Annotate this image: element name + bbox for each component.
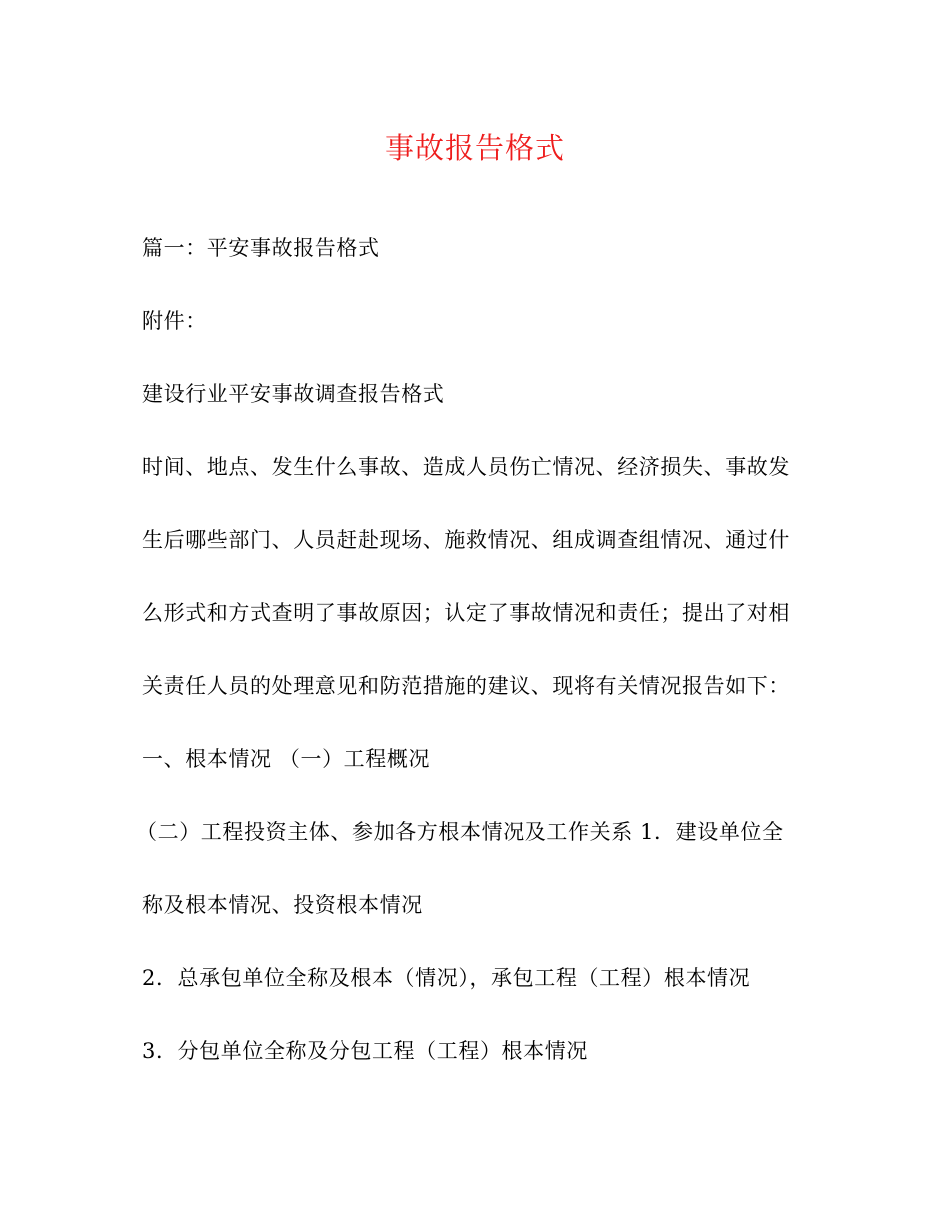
paragraph-line-5: 生后哪些部门、人员赶赴现场、施救情况、组成调查组情况、通过什	[142, 528, 790, 552]
paragraph-line-11: 2．总承包单位全称及根本（情况），承包工程（工程）根本情况	[142, 966, 751, 990]
paragraph-line-7: 关责任人员的处理意见和防范措施的建议、现将有关情况报告如下：	[142, 674, 790, 698]
paragraph-line-2: 附件：	[142, 309, 207, 333]
paragraph-line-4: 时间、地点、发生什么事故、造成人员伤亡情况、经济损失、事故发	[142, 455, 790, 479]
paragraph-line-9: （二）工程投资主体、参加各方根本情况及工作关系 1．建设单位全	[136, 820, 784, 844]
paragraph-line-6: 么形式和方式查明了事故原因；认定了事故情况和责任；提出了对相	[142, 601, 790, 625]
document-body	[136, 230, 802, 1106]
paragraph-line-3: 建设行业平安事故调查报告格式	[142, 382, 445, 406]
paragraph-line-1: 篇一：平安事故报告格式	[142, 236, 380, 260]
document-title: 事故报告格式	[384, 131, 565, 165]
paragraph-line-10: 称及根本情况、投资根本情况	[142, 893, 423, 917]
paragraph-line-8: 一、根本情况 （一）工程概况	[142, 747, 431, 771]
paragraph-line-12: 3．分包单位全称及分包工程（工程）根本情况	[142, 1039, 588, 1063]
